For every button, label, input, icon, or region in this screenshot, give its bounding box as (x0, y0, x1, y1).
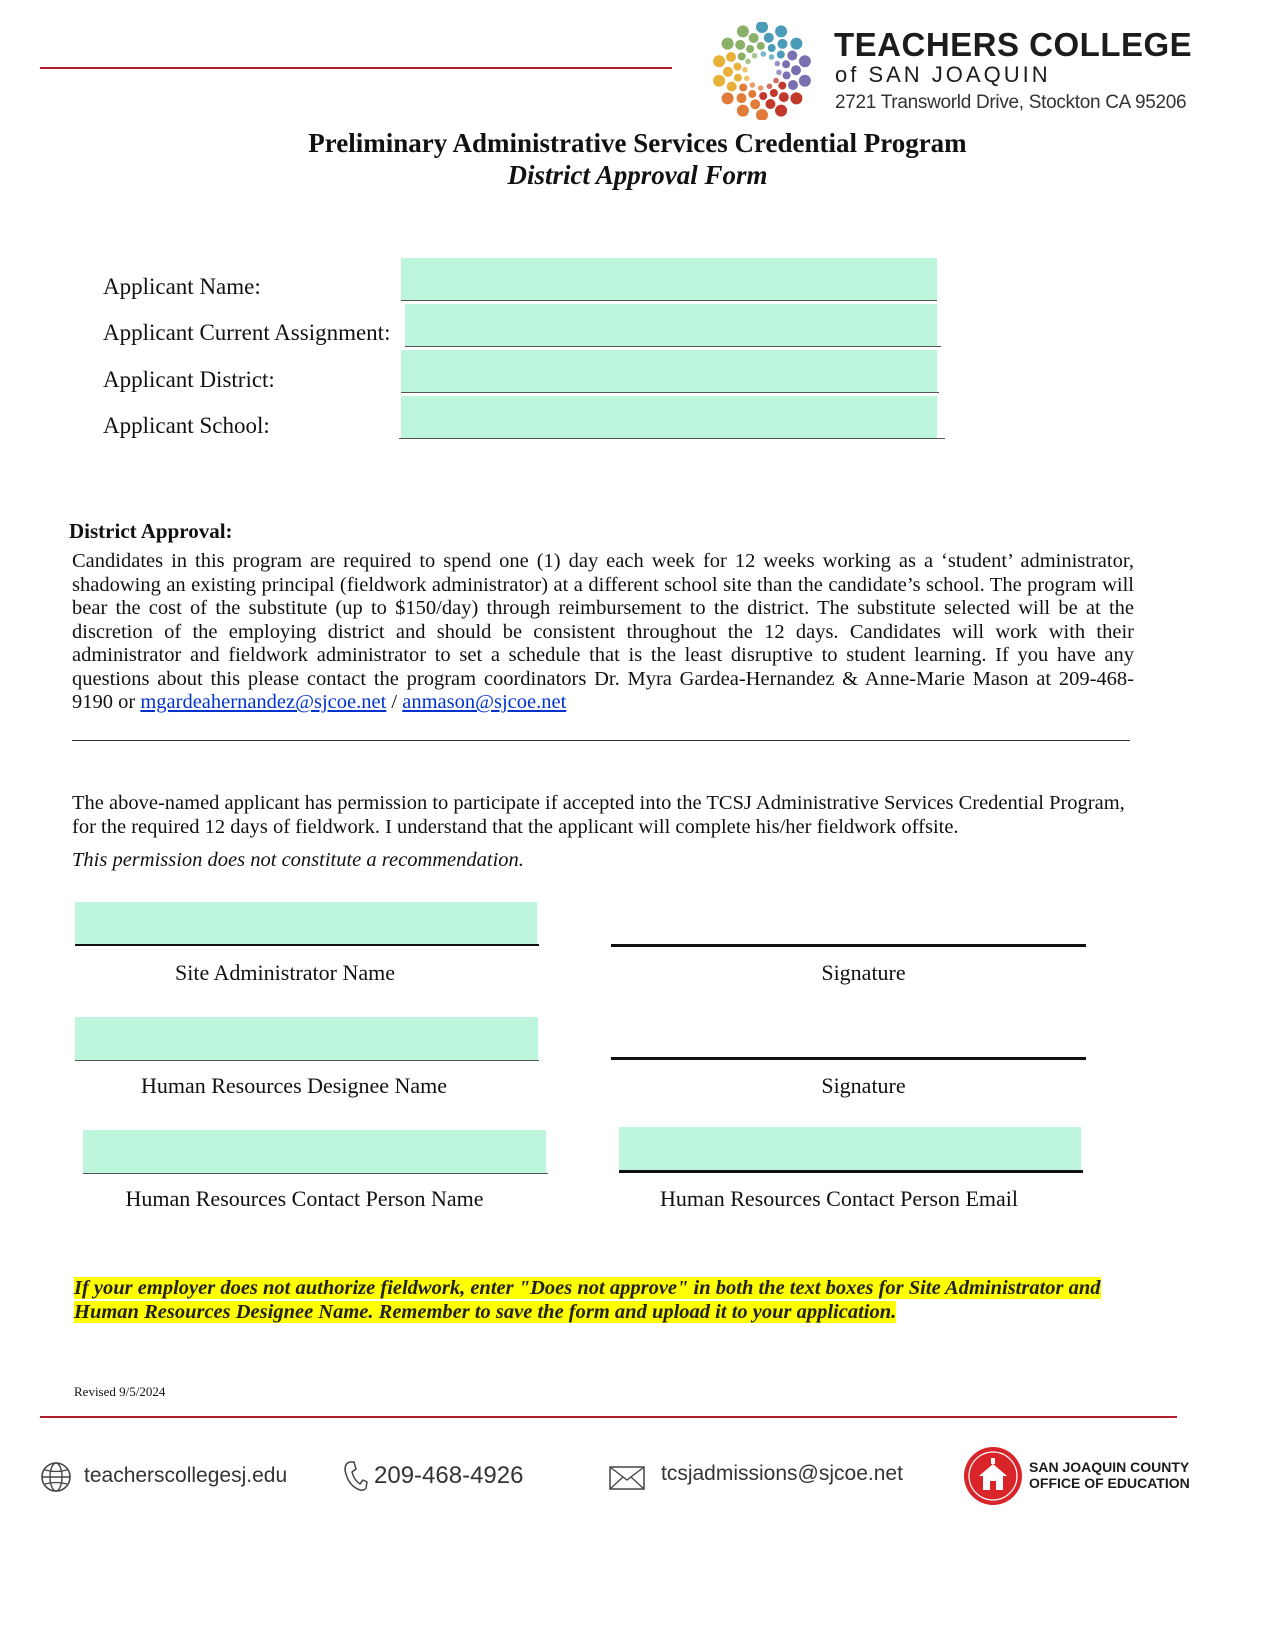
applicant-district-underline (401, 392, 939, 393)
envelope-icon (609, 1466, 645, 1490)
applicant-district-label: Applicant District: (103, 367, 275, 392)
district-approval-heading: District Approval: (69, 519, 233, 543)
site-administrator-name-field[interactable] (75, 902, 537, 945)
permission-note: This permission does not constitute a recommendation. (72, 849, 524, 871)
signature-line-2[interactable] (611, 1057, 1086, 1060)
hr-designee-name-field[interactable] (75, 1017, 538, 1060)
hr-contact-name-label: Human Resources Contact Person Name (125, 1186, 484, 1211)
district-approval-body: Candidates in this program are required to spend one (1) day each week for 12 weeks working as a ‘student’ administrator, shadowing an existing principal (fieldwork administrator) at a different school site than the candidate’s school. The program will bear the cost of the substitute (up to $150/day) through reimbursement to the district. The substitute selected will be at the discretion of the employing district and should be consistent throughout the 12 days. Candidates will work with their administrator and fieldwork administrator to set a schedule that is the least disruptive to student learning. If you have any questions about this please contact the program coordinators Dr. Myra Gardea-Hernandez & Anne-Marie Mason at 209-468-9190 or mgardeahernandez@sjcoe.net / anmason@sjcoe.net (72, 550, 1134, 713)
footer-rule (40, 1416, 1177, 1418)
college-subname: of SAN JOAQUIN (835, 62, 1051, 87)
revision-date: Revised 9/5/2024 (74, 1384, 166, 1399)
college-address: 2721 Transworld Drive, Stockton CA 95206 (835, 92, 1187, 113)
applicant-name-label: Applicant Name: (103, 274, 261, 299)
applicant-school-label: Applicant School: (103, 413, 270, 438)
permission-statement: The above-named applicant has permission to participate if accepted into the TCSJ Administrative Services Credential Program, for the required 12 days of fieldwork. I understand that the applicant will complete his/her fieldwork offsite. (72, 792, 1125, 838)
applicant-district-field[interactable] (401, 350, 937, 392)
footer-phone[interactable]: 209-468-4926 (374, 1462, 524, 1489)
section-divider (72, 740, 1130, 741)
header-rule (40, 67, 672, 69)
hr-designee-underline (75, 1060, 539, 1061)
coordinator-email-link-1[interactable]: mgardeahernandez@sjcoe.net (140, 691, 387, 713)
hr-contact-email-underline (619, 1170, 1083, 1173)
college-name: TEACHERS COLLEGE (834, 26, 1193, 63)
applicant-school-underline (399, 438, 945, 439)
hr-contact-name-field[interactable] (83, 1130, 546, 1173)
form-subtitle: District Approval Form (507, 160, 768, 190)
sjcoe-seal-icon (963, 1446, 1023, 1506)
signature-label-1: Signature (821, 960, 906, 985)
footer-email-link[interactable]: tcsjadmissions@sjcoe.net (661, 1462, 903, 1485)
globe-icon (40, 1461, 72, 1493)
fieldwork-notice: If your employer does not authorize fieldwork, enter "Does not approve" in both the text boxes for Site Administrator and Human Resources Designee Name. Remember to save the form and upload it to your application. (74, 1277, 1101, 1323)
applicant-name-field[interactable] (401, 258, 937, 300)
applicant-school-field[interactable] (401, 396, 937, 438)
hr-contact-email-label: Human Resources Contact Person Email (659, 1186, 1019, 1211)
footer-website-link[interactable]: teacherscollegesj.edu (84, 1464, 288, 1487)
applicant-assignment-underline (405, 346, 941, 347)
signature-label-2: Signature (821, 1073, 906, 1098)
signature-line-1[interactable] (611, 944, 1086, 947)
hr-contact-name-underline (83, 1173, 548, 1174)
site-administrator-name-label: Site Administrator Name (175, 960, 395, 985)
college-logo-icon (712, 22, 812, 120)
applicant-assignment-field[interactable] (405, 304, 937, 346)
phone-icon (342, 1460, 368, 1492)
coordinator-email-link-2[interactable]: anmason@sjcoe.net (402, 691, 567, 713)
hr-contact-email-field[interactable] (619, 1127, 1081, 1171)
county-office-name: SAN JOAQUIN COUNTY OFFICE OF EDUCATION (1029, 1459, 1190, 1491)
site-administrator-underline (75, 944, 539, 946)
applicant-assignment-label: Applicant Current Assignment: (103, 320, 391, 345)
hr-designee-name-label: Human Resources Designee Name (140, 1073, 448, 1098)
form-title: Preliminary Administrative Services Credential Program (308, 128, 967, 158)
applicant-name-underline (401, 300, 937, 301)
